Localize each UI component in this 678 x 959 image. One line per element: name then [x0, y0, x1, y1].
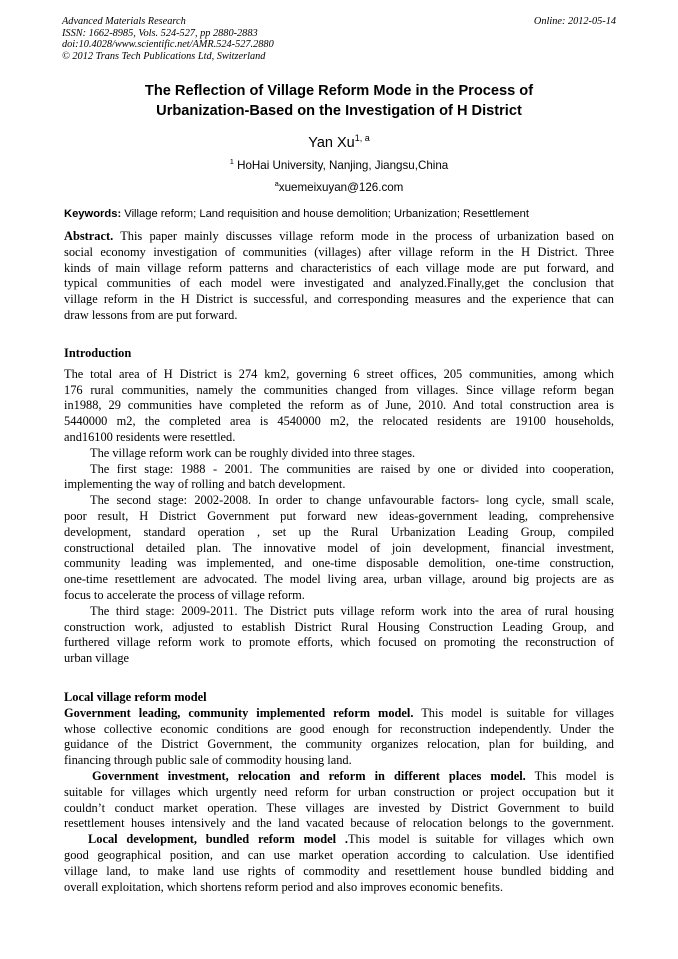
author-name: Yan Xu [308, 135, 355, 151]
email [62, 179, 616, 194]
paragraph-line: good geographical position, and can use market operation according to calculation. Use identified [64, 847, 614, 862]
copyright-line: © 2012 Trans Tech Publications Ltd, Switzerland [62, 50, 266, 62]
paragraph-line: furthered village reform work to promote efforts, which focused on promoting the reconstruction of [64, 635, 614, 650]
paragraph-line: focus to accelerate the process of village reform. [64, 587, 305, 602]
author [62, 133, 616, 151]
paragraph-line: development, standard operation , set up the Rural Urbanization Leading Group, compiled [64, 524, 614, 539]
paragraph-line: and16100 residents were resettled. [64, 429, 236, 444]
paragraph-line: couldn’t conduct market operation. These villages are invested by District Government to build [64, 800, 614, 815]
paragraph-line: The total area of H District is 274 km2, governing 6 street offices, 205 communities, among which [64, 366, 614, 381]
abstract-line: village reform in the H District is successful, and corresponding measures and the experience that can [64, 292, 614, 307]
paragraph-line: in1988, 29 communities have completed the reform as of June, 2010. And total construction area is [64, 398, 614, 413]
paragraph-line: overall exploitation, which shortens reform period and also improves economic benefits. [64, 879, 504, 894]
introduction-section [64, 346, 614, 667]
title-line-2: Urbanization-Based on the Investigation of H District [156, 103, 522, 119]
paragraph-line: The first stage: 1988 - 2001. The communities are raised by one or divided into cooperation, [90, 461, 614, 476]
paragraph-line: urban village [64, 651, 130, 666]
paragraph-line: community leading was implemented, and one-time disposable demolition, one-time construction, [64, 556, 614, 571]
paragraph-line: The third stage: 2009-2011. The District puts village reform work into the area of rural housing [90, 603, 614, 618]
paragraph-line: Government leading, community implemented reform model. This model is suitable for villages [64, 705, 614, 720]
model-1-label: Government leading, community implemented reform model. [64, 705, 414, 720]
paragraph-line: constructional detailed plan. The innovative model of join development, financial investment, [64, 540, 614, 555]
paragraph-line: poor result, H District Government put forward new ideas-government leading, comprehensive [64, 508, 614, 523]
abstract-label: Abstract. [64, 229, 114, 243]
email-superscript: a [274, 179, 279, 188]
model-3-label: Local development, bundled reform model . [88, 832, 348, 847]
paragraph-line: village land, to make land use rights of commodity and resettlement house bundled bidding and [64, 863, 614, 878]
paragraph-line: 176 rural communities, namely the communities changed from villages. Since village reform began [64, 382, 614, 397]
local-model-section [64, 690, 614, 895]
abstract-line: draw lessons from are put forward. [64, 307, 238, 322]
doi-line: doi:10.4028/www.scientific.net/AMR.524-527.2880 [62, 39, 274, 51]
introduction-heading: Introduction [64, 346, 132, 360]
paragraph-line: whose collective economic conditions are good enough for reconstruction independently. Under the [64, 721, 614, 736]
issn-line: ISSN: 1662-8985, Vols. 524-527, pp 2880-2883 [62, 27, 258, 39]
email-address: xuemeixuyan@126.com [278, 181, 404, 194]
paragraph-line: Local development, bundled reform model .This model is suitable for villages which own [88, 832, 615, 847]
paragraph-line: The second stage: 2002-2008. In order to change unfavourable factors- long cycle, small scale, [90, 493, 614, 508]
paragraph-line: one-time resettlement are advocated. The model living area, urban village, around big projects are as [64, 572, 614, 587]
paragraph-line: implementing the way of rolling and batch development. [64, 477, 346, 492]
online-date: Online: 2012-05-14 [533, 16, 616, 27]
title-line-1: The Reflection of Village Reform Mode in the Process of [144, 83, 534, 99]
affiliation-superscript: 1 [229, 157, 234, 166]
paper-title [62, 81, 616, 121]
paragraph-line: The village reform work can be roughly divided into three stages. [90, 445, 416, 460]
paragraph-line: guidance of the District Government, the community organizes relocation, plan for building, and [64, 737, 614, 752]
paragraph-line: Government investment, relocation and reform in different places model. This model is [92, 768, 614, 783]
paragraph-line: suitable for villages which urgently need reform for urban construction or project occupation but it [64, 784, 614, 799]
keywords-text: Village reform; Land requisition and house demolition; Urbanization; Resettlement [121, 208, 529, 220]
abstract-line: kinds of main village reform patterns and characteristics of each village mode are put forward, and [64, 260, 614, 275]
local-model-heading: Local village reform model [64, 690, 207, 704]
keywords [64, 208, 616, 220]
paragraph-line: 5440000 m2, the completed area is 4540000 m2, the relocated residents are 19100 households, [64, 414, 614, 429]
model-2-label: Government investment, relocation and reform in different places model. [92, 768, 526, 783]
paragraph-line: financing through public sale of commodity housing land. [64, 753, 352, 768]
paragraph-line: resettlement houses intensively and the land vacated because of relocation belongs to the government. [64, 816, 614, 831]
keywords-label: Keywords: [64, 208, 122, 220]
paragraph-line: construction work, adjusted to establish District Rural Housing Construction Leading Group, and [64, 619, 614, 634]
abstract [64, 229, 614, 324]
abstract-line: Abstract. This paper mainly discusses village reform mode in the process of urbanization based on [64, 229, 614, 243]
abstract-line: social economy investigation of communities (villages) after village reform in the H District. Three [64, 244, 614, 259]
affiliation [62, 157, 616, 172]
journal-name: Advanced Materials Research [62, 16, 186, 27]
journal-header [62, 16, 616, 62]
abstract-line: typical communities of each model were investigated and analyzed.Finally,get the conclusion that [64, 276, 614, 291]
author-superscript: 1, a [354, 133, 370, 143]
affiliation-text: HoHai University, Nanjing, Jiangsu,China [233, 159, 449, 172]
